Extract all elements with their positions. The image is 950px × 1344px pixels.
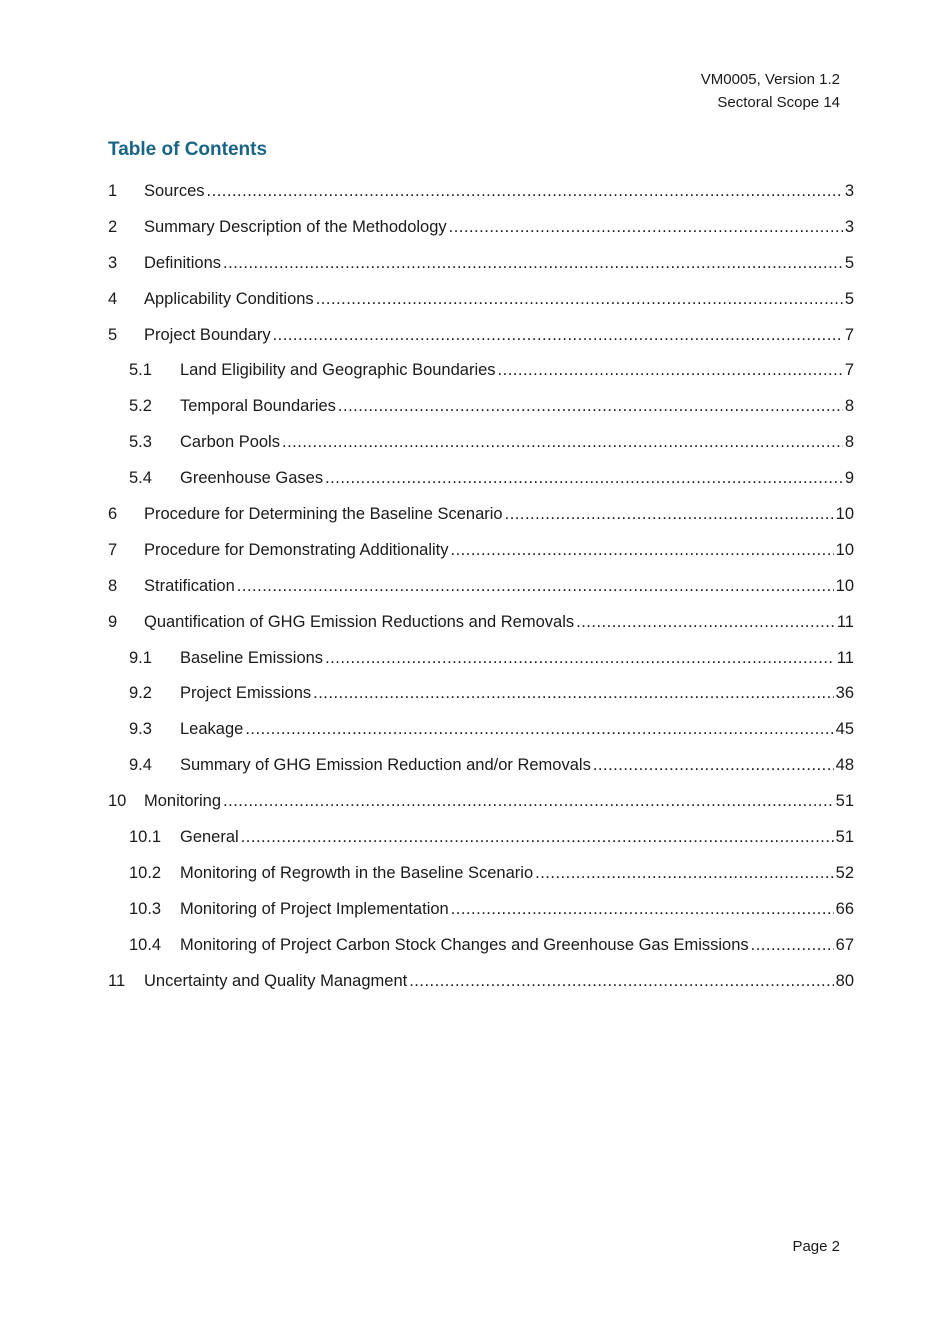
toc-entry[interactable] [108, 425, 854, 461]
toc-entry-label: Uncertainty and Quality Managment [144, 971, 408, 990]
toc-entry[interactable] [108, 856, 854, 892]
toc-entry-label: Applicability Conditions [144, 289, 314, 308]
toc-entry-page: 51 [835, 792, 854, 811]
toc-entry-label: Definitions [144, 253, 222, 272]
toc-entry-page: 9 [844, 469, 854, 488]
toc-entry-number: 9 [108, 612, 118, 631]
toc-dot-leader [505, 497, 834, 533]
toc-title: Table of Contents [108, 139, 268, 160]
toc-entry-number: 9.1 [129, 648, 152, 667]
toc-dot-leader [241, 820, 834, 856]
toc-entry-number: 5 [108, 325, 118, 344]
toc-entry-page: 11 [836, 648, 854, 667]
toc-entry[interactable] [108, 353, 854, 389]
toc-entry[interactable] [108, 210, 854, 246]
toc-entry-number: 10.4 [129, 935, 162, 954]
toc-entry-label: Sources [144, 182, 205, 200]
toc-entry[interactable] [108, 784, 854, 820]
toc-dot-leader [409, 964, 833, 1000]
toc-entry[interactable] [108, 892, 854, 928]
toc-entry-number: 9.4 [129, 756, 152, 775]
toc-entry-page: 5 [844, 253, 854, 272]
toc-entry-number: 10.2 [129, 863, 162, 882]
toc-entry-number: 5.3 [129, 433, 152, 452]
toc-dot-leader [451, 533, 834, 569]
toc-entry-label: Monitoring of Project Implementation [180, 899, 449, 918]
toc-dot-leader [207, 174, 843, 210]
toc-entry-label: Summary of GHG Emission Reduction and/or Removals [180, 756, 591, 775]
header-methodology-version: VM0005, Version 1.2 [700, 71, 840, 88]
toc-entry[interactable] [108, 676, 854, 712]
toc-entry-page: 36 [835, 684, 854, 703]
toc-entry-label: Leakage [180, 720, 244, 739]
toc-entry[interactable] [108, 282, 854, 318]
toc-entry[interactable] [108, 569, 854, 605]
toc-entry-label: Greenhouse Gases [180, 469, 324, 488]
toc-entry[interactable] [108, 318, 854, 354]
toc-dot-leader [498, 353, 843, 389]
toc-entry-page: 10 [835, 505, 854, 524]
toc-dot-leader [237, 569, 834, 605]
toc-entry-page: 7 [844, 325, 854, 344]
page-number: Page 2 [792, 1238, 840, 1255]
toc-entry[interactable] [108, 174, 854, 210]
toc-entry-label: Carbon Pools [180, 433, 280, 452]
toc-dot-leader [325, 461, 843, 497]
toc-entry-page: 3 [844, 182, 854, 200]
toc-dot-leader [223, 246, 843, 282]
toc-entry-label: Monitoring of Regrowth in the Baseline Scenario [180, 863, 534, 882]
toc-entry-page: 11 [836, 612, 854, 631]
toc-dot-leader [593, 748, 834, 784]
toc-entry[interactable] [108, 748, 854, 784]
toc-entry-page: 7 [844, 361, 854, 380]
toc-entry-number: 4 [108, 289, 118, 308]
toc-entry-label: Stratification [144, 576, 235, 595]
toc-entry-page: 8 [844, 397, 854, 416]
toc-entry-number: 5.4 [129, 469, 152, 488]
toc-entry-page: 8 [844, 433, 854, 452]
toc-entry[interactable] [108, 820, 854, 856]
toc-entry-number: 6 [108, 505, 118, 524]
toc-entry-number: 5.2 [129, 397, 152, 416]
toc-entry-page: 52 [835, 863, 854, 882]
toc-entry[interactable] [108, 964, 854, 1000]
toc-entry-label: Summary Description of the Methodology [144, 217, 447, 236]
toc-dot-leader [316, 282, 843, 318]
toc-entry[interactable] [108, 246, 854, 282]
toc-dot-leader [535, 856, 834, 892]
table-of-contents [108, 174, 854, 999]
toc-dot-leader [451, 892, 834, 928]
toc-dot-leader [576, 605, 835, 641]
toc-entry-number: 10.3 [129, 899, 162, 918]
toc-entry-label: General [180, 828, 239, 847]
toc-entry[interactable] [108, 533, 854, 569]
toc-dot-leader [313, 676, 834, 712]
toc-entry[interactable] [108, 605, 854, 641]
toc-dot-leader [245, 712, 833, 748]
toc-entry[interactable] [108, 928, 854, 964]
toc-entry-page: 51 [835, 828, 854, 847]
toc-entry-number: 9.2 [129, 684, 152, 703]
toc-entry-label: Baseline Emissions [180, 648, 324, 667]
toc-entry-page: 3 [844, 217, 854, 236]
toc-dot-leader [273, 318, 843, 354]
toc-dot-leader [325, 641, 835, 677]
toc-entry-number: 10 [108, 792, 127, 811]
toc-entry[interactable] [108, 497, 854, 533]
document-header [701, 68, 840, 114]
toc-entry-page: 10 [835, 576, 854, 595]
toc-entry-number: 5.1 [129, 361, 152, 380]
toc-entry-page: 67 [835, 935, 854, 954]
toc-entry-number: 11 [108, 971, 126, 990]
toc-entry-label: Project Emissions [180, 684, 312, 703]
toc-entry-number: 3 [108, 253, 118, 272]
toc-entry-label: Procedure for Demonstrating Additionality [144, 540, 449, 559]
toc-entry-page: 5 [844, 289, 854, 308]
toc-dot-leader [338, 389, 843, 425]
toc-entry-number: 8 [108, 576, 118, 595]
toc-entry-number: 2 [108, 217, 118, 236]
toc-entry[interactable] [108, 712, 854, 748]
toc-entry[interactable] [108, 461, 854, 497]
toc-entry-label: Temporal Boundaries [180, 397, 336, 416]
toc-entry-label: Project Boundary [144, 325, 271, 344]
toc-entry-label: Land Eligibility and Geographic Boundaries [180, 361, 496, 380]
toc-entry[interactable] [108, 389, 854, 425]
toc-entry-page: 45 [835, 720, 854, 739]
header-sectoral-scope: Sectoral Scope 14 [717, 94, 840, 111]
toc-entry-page: 48 [835, 756, 854, 775]
toc-entry-label: Monitoring [144, 792, 222, 811]
toc-dot-leader [282, 425, 843, 461]
toc-entry-label: Procedure for Determining the Baseline Scenario [144, 505, 503, 524]
toc-entry-number: 10.1 [129, 828, 162, 847]
toc-dot-leader [449, 210, 843, 246]
toc-dot-leader [223, 784, 834, 820]
toc-entry-number: 7 [108, 540, 118, 559]
toc-entry-page: 66 [835, 899, 854, 918]
toc-entry-page: 80 [835, 971, 854, 990]
toc-dot-leader [751, 928, 834, 964]
toc-entry-page: 10 [835, 540, 854, 559]
toc-entry-label: Quantification of GHG Emission Reductions and Removals [144, 612, 575, 631]
toc-entry-number: 1 [108, 182, 118, 200]
toc-entry-label: Monitoring of Project Carbon Stock Changes and Greenhouse Gas Emissions [180, 935, 749, 954]
toc-entry-number: 9.3 [129, 720, 152, 739]
toc-entry[interactable] [108, 641, 854, 677]
